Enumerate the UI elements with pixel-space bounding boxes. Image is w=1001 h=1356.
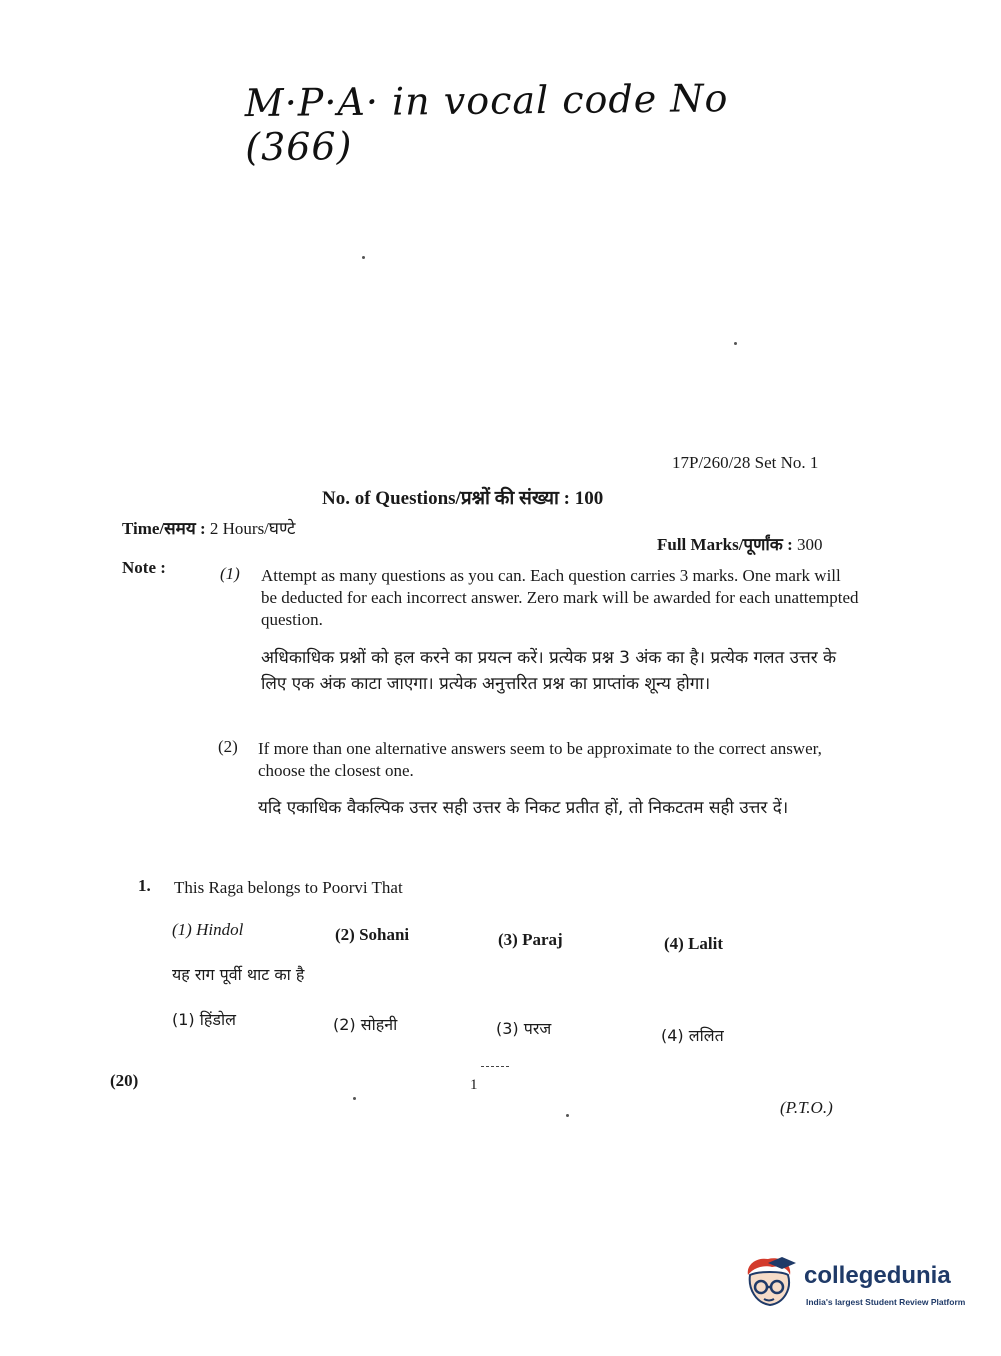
note-item-1-english: Attempt as many questions as you can. Each question carries 3 marks. One mark will be deducted for each incorrect answer. Zero mark will be awarded for each unattempted question. <box>261 566 859 629</box>
marks-value: 300 <box>797 535 823 554</box>
full-marks <box>657 532 823 555</box>
divider <box>481 1066 509 1067</box>
note-item-1-hindi: अधिकाधिक प्रश्नों को हल करने का प्रयत्न करें। प्रत्येक प्रश्न 3 अंक का है। प्रत्येक गलत उत्तर के लिए एक अंक काटा जाएगा। प्रत्येक अनुत्तरित प्रश्न का प्राप्तांक शून्य होगा। <box>261 648 837 694</box>
stray-dot <box>734 342 737 345</box>
note-item-2-english: If more than one alternative answers seem to be approximate to the correct answer, choose the closest one. <box>258 739 822 780</box>
option-en-2: (2) Sohani <box>335 925 410 944</box>
logo-wordmark: collegedunia <box>804 1262 951 1289</box>
num-questions-label: No. of Questions/प्रश्नों की संख्या : <box>322 488 570 509</box>
paper-code: (20) <box>110 1071 139 1090</box>
note-label: Note : <box>122 558 166 577</box>
note-item-number: (2) <box>218 737 238 756</box>
time-label: Time/समय : <box>122 519 206 538</box>
question-text-en: This Raga belongs to Poorvi That <box>174 878 403 897</box>
question-text-hi: यह राग पूर्वी थाट का है <box>172 965 305 984</box>
handwritten-title: M·P·A· in vocal code No (366) <box>244 76 729 170</box>
stray-dot <box>362 256 365 259</box>
stray-dot <box>353 1097 356 1100</box>
pto-label: (P.T.O.) <box>780 1098 833 1117</box>
logo-tagline: India's largest Student Review Platform <box>806 1297 966 1307</box>
option-en-1: (1) Hindol <box>172 920 244 939</box>
num-questions <box>322 484 603 510</box>
option-en-3: (3) Paraj <box>498 930 563 949</box>
option-hi-1: (1) हिंडोल <box>172 1010 236 1029</box>
question-number: 1. <box>138 876 151 895</box>
marks-label: Full Marks/पूर्णांक : <box>657 535 793 554</box>
option-en-4: (4) Lalit <box>664 934 724 953</box>
stray-dot <box>566 1114 569 1117</box>
time-info <box>122 516 295 539</box>
time-value: 2 Hours/घण्टे <box>209 519 296 538</box>
set-number: 17P/260/28 Set No. 1 <box>672 453 819 472</box>
page-number: 1 <box>470 1077 478 1093</box>
option-hi-2: (2) सोहनी <box>333 1015 398 1034</box>
note-item-2-hindi: यदि एकाधिक वैकल्पिक उत्तर सही उत्तर के निकट प्रतीत हों, तो निकटतम सही उत्तर दें। <box>258 798 789 818</box>
option-hi-3: (3) परज <box>496 1019 552 1038</box>
collegedunia-logo-icon <box>742 1253 800 1311</box>
note-item-number: (1) <box>220 564 240 583</box>
num-questions-value: 100 <box>574 488 604 509</box>
option-hi-4: (4) ललित <box>661 1026 724 1045</box>
